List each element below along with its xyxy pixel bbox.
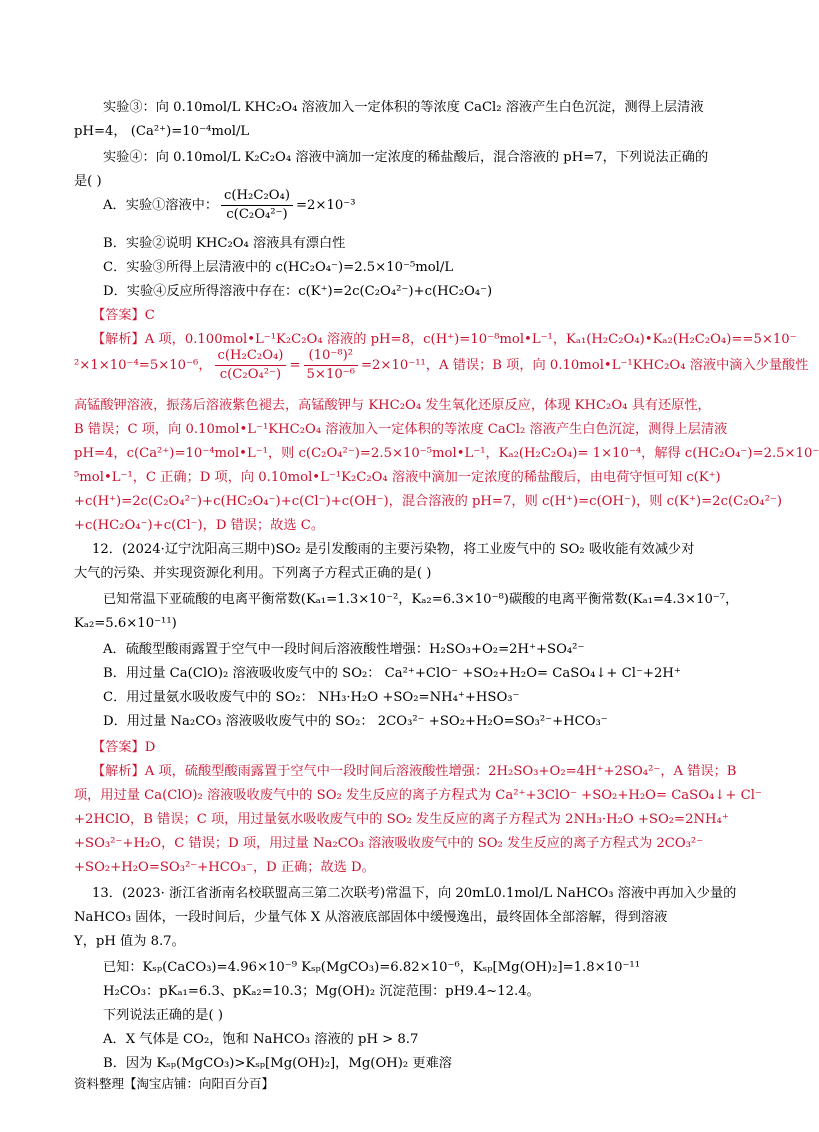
question-12-line-4: Kₐ₂=5.6×10⁻¹¹) <box>74 616 177 631</box>
question-12-line-3: 已知常温下亚硫酸的电离平衡常数(Kₐ₁=1.3×10⁻²，Kₐ₂=6.3×10⁻⁸)碳酸的电离平衡常数(Kₐ₁=4.3×10⁻⁷， <box>103 592 739 607</box>
question-13-known-2: H₂CO₃：pKₐ₁=6.3、pKₐ₂=10.3；Mg(OH)₂ 沉淀范围：pH9.4~12.4。 <box>103 984 540 999</box>
analysis-11-line-8: +c(HC₂O₄⁻)+c(Cl⁻)，D 错误；故选 C。 <box>74 518 325 533</box>
option-c-line: C．实验③所得上层清液中的 c(HC₂O₄⁻)=2.5×10⁻⁵mol/L <box>103 260 454 275</box>
question-12-option-c: C．用过量氨水吸收废气中的 SO₂： NH₃·H₂O +SO₂=NH₄⁺+HSO₃⁻ <box>103 690 520 705</box>
analysis-12-line-4: +SO₃²⁻+H₂O，C 错误；D 项，用过量 Na₂CO₃ 溶液吸收废气中的 SO₂ 发生反应的离子方程式为 2CO₃²⁻ <box>74 836 704 851</box>
footer-source: 资料整理【淘宝店铺：向阳百分百】 <box>74 1076 275 1091</box>
question-13-line-3: Y，pH 值为 8.7。 <box>74 934 185 949</box>
option-a-label: A．实验①溶液中： <box>103 198 219 213</box>
answer-11: 【答案】C <box>92 308 155 323</box>
equals-sign: = <box>289 358 301 373</box>
experiment-4-line-1: 实验④：向 0.10mol/L K₂C₂O₄ 溶液中滴加一定浓度的稀盐酸后，混合溶液的 pH=7，下列说法正确的 <box>103 150 709 165</box>
question-13-option-b: B．因为 Kₛₚ(MgCO₃)>Kₛₚ[Mg(OH)₂]，Mg(OH)₂ 更难溶 <box>103 1056 452 1071</box>
analysis-11-line-4: B 错误；C 项，向 0.10mol•L⁻¹KHC₂O₄ 溶液加入一定体积的等浓度 CaCl₂ 溶液产生白色沉淀，测得上层清液 <box>74 422 728 437</box>
analysis-12-line-5: +SO₂+H₂O=SO₃²⁻+HCO₃⁻，D 正确；故选 D。 <box>74 860 375 875</box>
question-12-option-b: B．用过量 Ca(ClO)₂ 溶液吸收废气中的 SO₂： Ca²⁺+ClO⁻ +SO₂+H₂O= CaSO₄↓+ Cl⁻+2H⁺ <box>103 666 681 681</box>
analysis-11-line-1: 【解析】A 项，0.100mol•L⁻¹K₂C₂O₄ 溶液的 pH=8，c(H⁺)=10⁻⁸mol•L⁻¹，Kₐ₁(H₂C₂O₄)•Kₐ₂(H₂C₂O₄)==5×10⁻ <box>92 332 797 347</box>
question-13-option-a: A．X 气体是 CO₂，饱和 NaHCO₃ 溶液的 pH > 8.7 <box>103 1032 419 1047</box>
experiment-4-line-2: 是( ) <box>74 174 102 189</box>
analysis-11-line-2 <box>74 344 809 388</box>
option-a-fraction <box>221 187 293 224</box>
fraction-denominator: c(C₂O₄²⁻) <box>226 207 288 222</box>
analysis-fraction-1 <box>215 347 287 384</box>
analysis-11-prefix: ²×1×10⁻⁴=5×10⁻⁶， <box>74 358 212 373</box>
analysis-11-line-5: pH=4，c(Ca²⁺)=10⁻⁴mol•L⁻¹，则 c(C₂O₄²⁻)=2.5×10⁻⁵mol•L⁻¹，Kₐ₂(H₂C₂O₄)= 1×10⁻⁴，解得 c(HC₂O₄⁻)=2.5×10⁻ <box>74 446 819 461</box>
analysis-fraction-2 <box>304 347 358 384</box>
fraction-numerator: c(H₂C₂O₄) <box>215 347 287 366</box>
option-d-line: D．实验④反应所得溶液中存在：c(K⁺)=2c(C₂O₄²⁻)+c(HC₂O₄⁻) <box>103 284 493 299</box>
analysis-11-line-6: ⁵mol•L⁻¹，C 正确；D 项，向 0.10mol•L⁻¹K₂C₂O₄ 溶液中滴加一定浓度的稀盐酸后，由电荷守恒可知 c(K⁺) <box>74 470 721 485</box>
question-13-known-1: 已知：Kₛₚ(CaCO₃)=4.96×10⁻⁹ Kₛₚ(MgCO₃)=6.82×10⁻⁶，Kₛₚ[Mg(OH)₂]=1.8×10⁻¹¹ <box>103 960 640 975</box>
question-13-prompt: 下列说法正确的是( ) <box>103 1008 223 1023</box>
analysis-12-line-3: +2HClO，B 错误；C 项，用过量氨水吸收废气中的 SO₂ 发生反应的离子方程式为 2NH₃·H₂O +SO₂=2NH₄⁺ <box>74 812 729 827</box>
question-12-option-d: D．用过量 Na₂CO₃ 溶液吸收废气中的 SO₂： 2CO₃²⁻ +SO₂+H₂O=SO₃²⁻+HCO₃⁻ <box>103 714 608 729</box>
analysis-11-line-7: +c(H⁺)=2c(C₂O₄²⁻)+c(HC₂O₄⁻)+c(Cl⁻)+c(OH⁻)，混合溶液的 pH=7，则 c(H⁺)=c(OH⁻)，则 c(K⁺)=2c(C₂O₄²⁻) <box>74 494 782 509</box>
analysis-12-line-2: 项，用过量 Ca(ClO)₂ 溶液吸收废气中的 SO₂ 发生反应的离子方程式为 Ca²⁺+3ClO⁻ +SO₂+H₂O= CaSO₄↓+ Cl⁻ <box>74 788 762 803</box>
analysis-11-line-3: 高锰酸钾溶液，振荡后溶液紫色褪去，高锰酸钾与 KHC₂O₄ 发生氧化还原反应，体现 KHC₂O₄ 具有还原性， <box>74 398 711 413</box>
question-12-option-a: A．硫酸型酸雨露置于空气中一段时间后溶液酸性增强：H₂SO₃+O₂=2H⁺+SO₄²⁻ <box>103 642 585 657</box>
question-13-line-1: 13．(2023· 浙江省浙南名校联盟高三第二次联考)常温下，向 20mL0.1mol/L NaHCO₃ 溶液中再加入少量的 <box>92 886 737 901</box>
analysis-11-suffix: =2×10⁻¹¹，A 错误；B 项，向 0.10mol•L⁻¹KHC₂O₄ 溶液中滴入少量酸性 <box>360 358 809 373</box>
fraction-numerator: (10⁻⁸)² <box>304 347 358 366</box>
option-a-value: =2×10⁻³ <box>295 198 356 213</box>
answer-12: 【答案】D <box>92 740 156 755</box>
option-b-line: B．实验②说明 KHC₂O₄ 溶液具有漂白性 <box>103 236 346 251</box>
question-13-line-2: NaHCO₃ 固体，一段时间后，少量气体 X 从溶液底部固体中缓慢逸出，最终固体全部溶解，得到溶液 <box>74 910 668 925</box>
fraction-denominator: c(C₂O₄²⁻) <box>219 367 282 382</box>
question-12-line-1: 12．(2024·辽宁沈阳高三期中)SO₂ 是引发酸雨的主要污染物，将工业废气中的 SO₂ 吸收能有效减少对 <box>92 542 695 557</box>
fraction-numerator: c(H₂C₂O₄) <box>221 187 293 206</box>
analysis-12-line-1: 【解析】A 项，硫酸型酸雨露置于空气中一段时间后溶液酸性增强：2H₂SO₃+O₂=4H⁺+2SO₄²⁻，A 错误；B <box>92 764 737 779</box>
experiment-3-line-1: 实验③：向 0.10mol/L KHC₂O₄ 溶液加入一定体积的等浓度 CaCl₂ 溶液产生白色沉淀，测得上层清液 <box>103 100 704 115</box>
fraction-denominator: 5×10⁻⁶ <box>306 367 355 382</box>
question-12-line-2: 大气的污染、并实现资源化利用。下列离子方程式正确的是( ) <box>74 566 432 581</box>
option-a-line <box>103 186 726 226</box>
experiment-3-line-2: pH=4， (Ca²⁺)=10⁻⁴mol/L <box>74 124 250 139</box>
